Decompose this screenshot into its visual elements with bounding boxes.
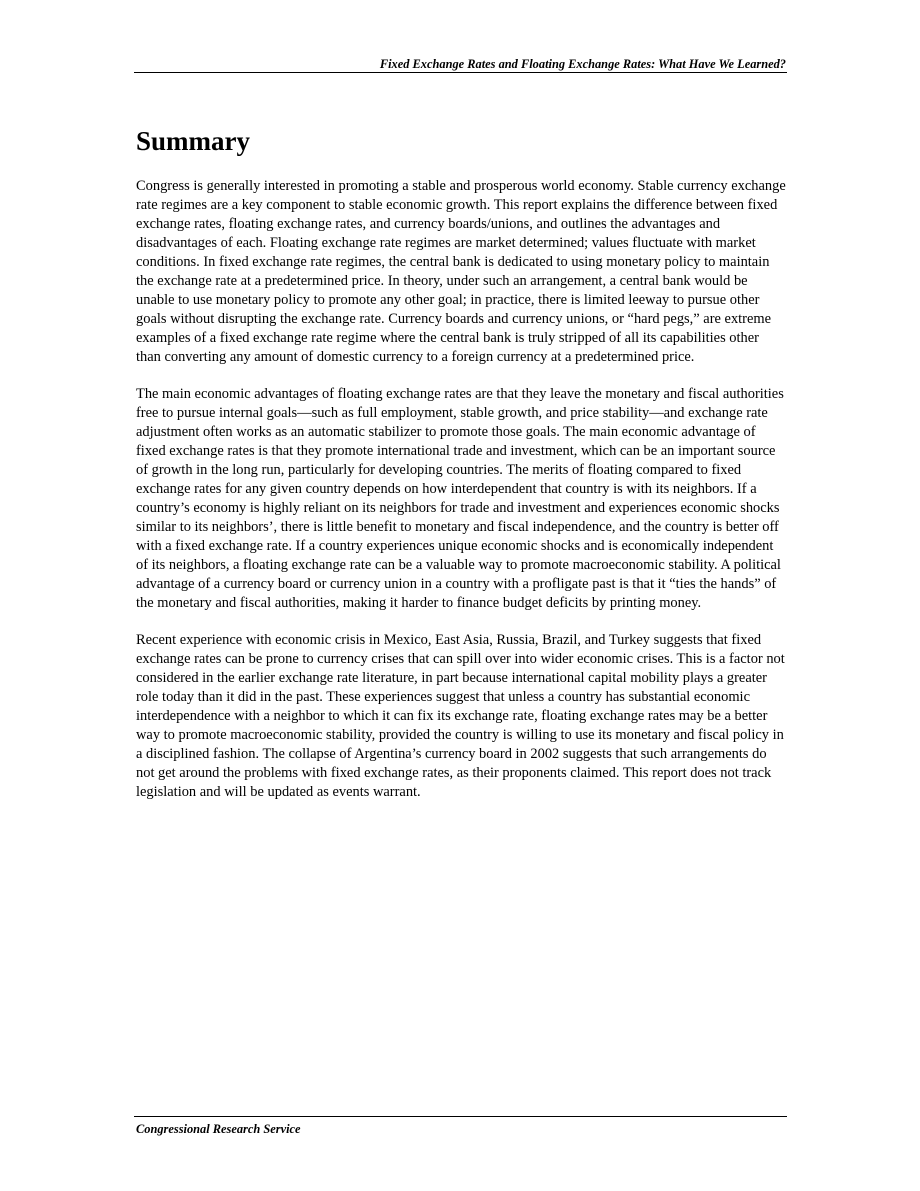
summary-paragraph-1: Congress is generally interested in promoting a stable and prosperous world economy. Stable currency exchange rate regimes are a key component to stable economic growth. This report explains the difference between fixed exchange rates, floating exchange rates, and currency boards/unions, and outlines the advantages and disadvantages of each. Floating exchange rate regimes are market determined; values fluctuate with market conditions. In fixed exchange rate regimes, the central bank is dedicated to using monetary policy to maintain the exchange rate at a predetermined price. In theory, under such an arrangement, a central bank would be unable to use monetary policy to promote any other goal; in practice, there is limited leeway to pursue other goals without disrupting the exchange rate. Currency boards and currency unions, or “hard pegs,” are extreme examples of a fixed exchange rate regime where the central bank is truly stripped of all its capabilities other than converting any amount of domestic currency to a foreign currency at a predetermined price. <box>136 178 786 365</box>
running-header: Fixed Exchange Rates and Floating Exchange Rates: What Have We Learned? <box>379 57 786 71</box>
summary-paragraph-2: The main economic advantages of floating exchange rates are that they leave the monetary and fiscal authorities free to pursue internal goals—such as full employment, stable growth, and price stability—and exchange rate adjustment often works as an automatic stabilizer to promote those goals. The main economic advantage of fixed exchange rates is that they promote international trade and investment, which can be an important source of growth in the long run, particularly for developing countries. The merits of floating compared to fixed exchange rates for any given country depends on how interdependent that country is with its neighbors. If a country’s economy is highly reliant on its neighbors for trade and investment and experiences economic shocks similar to its neighbors’, there is little benefit to monetary and fiscal independence, and the country is better off with a fixed exchange rate. If a country experiences unique economic shocks and is economically independent of its neighbors, a floating exchange rate can be a valuable way to promote macroeconomic stability. A political advantage of a currency board or currency union in a country with a profligate past is that it “ties the hands” of the monetary and fiscal authorities, making it harder to finance budget deficits by printing money. <box>136 386 784 611</box>
running-footer: Congressional Research Service <box>136 1122 301 1136</box>
section-title: Summary <box>136 126 250 156</box>
header-divider <box>134 72 787 73</box>
summary-body <box>136 177 787 820</box>
summary-paragraph-3: Recent experience with economic crisis in Mexico, East Asia, Russia, Brazil, and Turkey suggests that fixed exchange rates can be prone to currency crises that can spill over into wider economic crises. This is a factor not considered in the earlier exchange rate literature, in part because international capital mobility plays a greater role today than it did in the past. These experiences suggest that unless a country has substantial economic interdependence with a neighbor to which it can fix its exchange rate, floating exchange rates may be a better way to promote macroeconomic stability, provided the country is willing to use its monetary and fiscal policy in a disciplined fashion. The collapse of Argentina’s currency board in 2002 suggests that such arrangements do not get around the problems with fixed exchange rates, as their proponents claimed. This report does not track legislation and will be updated as events warrant. <box>136 632 785 800</box>
footer-divider <box>134 1116 787 1117</box>
